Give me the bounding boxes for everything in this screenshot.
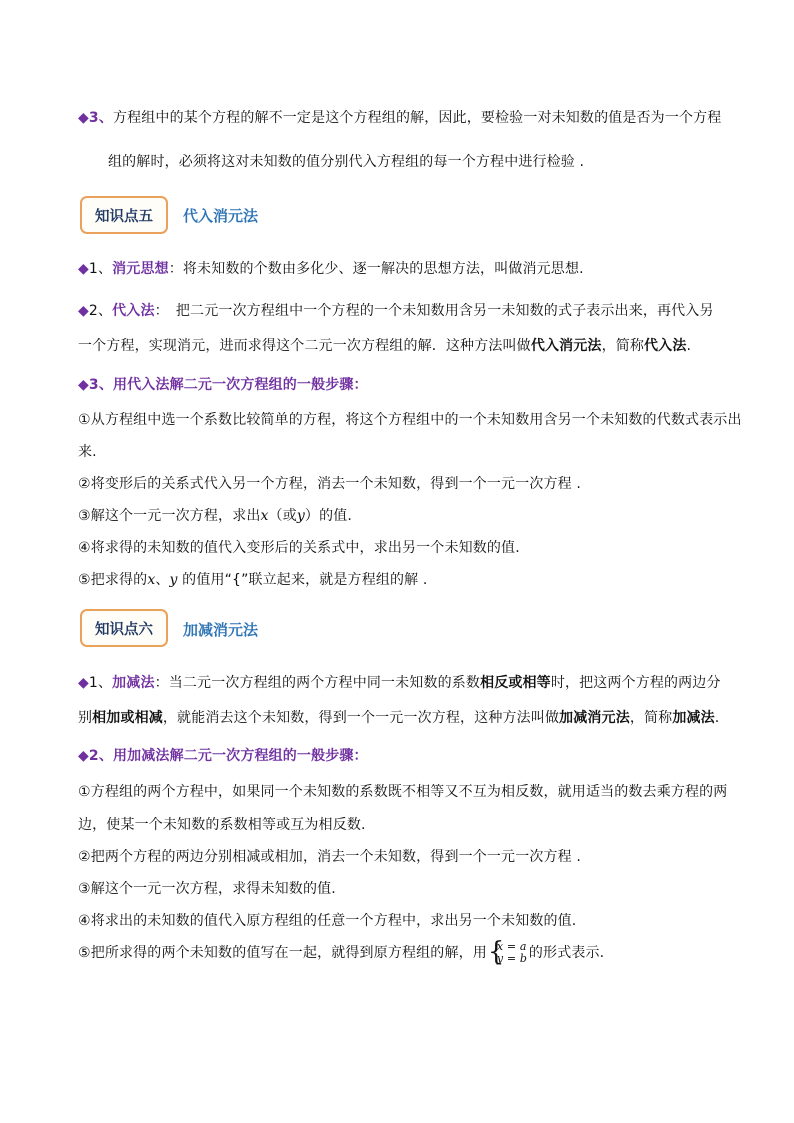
var-x: x <box>260 508 269 524</box>
text-segment: ⑤把所求得的两个未知数的值写在一起，就得到原方程组的解，用 <box>78 945 487 961</box>
kp6-item-1-line-2 <box>78 707 728 727</box>
kp5-item-1 <box>78 258 728 278</box>
diamond-icon: ◆ <box>78 261 89 277</box>
kp6-item-2 <box>78 745 728 765</box>
term-label: 用加减法解二元一次方程组的一般步骤： <box>112 748 368 764</box>
text-segment: 的形式表示. <box>528 945 605 961</box>
term-label: 加减法 <box>112 675 155 691</box>
text-segment: . <box>714 710 720 726</box>
kp6-step-1-line-1: ①方程组的两个方程中，如果同一个未知数的系数既不相等又不互为相反数，就用适当的数去乘方程的两 <box>78 784 728 800</box>
term-label: 消元思想 <box>112 261 169 277</box>
intro-text-1: 方程组中的某个方程的解不一定是这个方程组的解，因此，要检验一对未知数的值是否为一个方程 <box>112 110 722 126</box>
diamond-icon: ◆ <box>78 675 89 691</box>
kp6-step-5 <box>78 937 728 967</box>
text-segment: （或 <box>268 508 297 524</box>
bold-term: 代入消元法 <box>530 338 602 354</box>
var-x: x <box>147 572 156 588</box>
text-segment: ，简称 <box>629 710 673 726</box>
text-segment: 时，把这两个方程的两边分 <box>550 675 721 691</box>
kp5-step-2: ②将变形后的关系式代入另一个方程，消去一个未知数，得到一个一元一次方程 . <box>78 476 581 492</box>
knowledge-point-6-title: 加减消元法 <box>183 621 259 639</box>
item-number: 3、 <box>88 110 113 126</box>
item-number: 2、 <box>88 303 113 319</box>
colon: ： <box>154 303 162 319</box>
intro-text-2: 组的解时，必须将这对未知数的值分别代入方程组的每一个方程中进行检验 . <box>108 154 585 170</box>
diamond-icon: ◆ <box>78 748 89 764</box>
text-segment: 一个方程，实现消元，进而求得这个二元一次方程组的解．这种方法叫做 <box>78 338 531 354</box>
bold-term: 相加或相减 <box>92 710 163 726</box>
text-segment: ，就能消去这个未知数，得到一个一元一次方程，这种方法叫做 <box>162 710 560 726</box>
kp5-item-2-line-2 <box>78 335 728 355</box>
var-y: y <box>169 572 178 588</box>
brace: { <box>487 937 505 967</box>
equation-system <box>487 937 528 967</box>
item-number: 2、 <box>88 748 113 764</box>
term-label: 代入法 <box>112 303 155 319</box>
bold-term: 加减消元法 <box>559 710 630 726</box>
diamond-icon: ◆ <box>78 377 89 393</box>
kp5-step-5 <box>78 569 728 589</box>
kp5-item-2-line-1 <box>78 300 728 320</box>
text-segment: ）的值. <box>304 508 352 524</box>
item-number: 1、 <box>88 675 113 691</box>
equation-row-1: x = a <box>496 940 527 953</box>
kp5-step-3 <box>78 505 728 525</box>
kp6-step-3: ③解这个一元一次方程，求得未知数的值. <box>78 881 336 897</box>
kp6-step-4: ④将求出的未知数的值代入原方程组的任意一个方程中，求出另一个未知数的值. <box>78 913 577 929</box>
term-label: 用代入法解二元一次方程组的一般步骤： <box>112 377 368 393</box>
text-segment: 别 <box>78 710 93 726</box>
text-segment: 的值用“{”联立起来，就是方程组的解 . <box>177 572 428 588</box>
equation-row-2: y = b <box>496 952 528 965</box>
kp5-step-1-line-1: ①从方程组中选一个系数比较简单的方程，将这个方程组中的一个未知数用含另一个未知数的代数式表示出 <box>78 412 742 428</box>
knowledge-point-5-box: 知识点五 <box>80 196 168 234</box>
diamond-icon: ◆ <box>78 303 89 319</box>
knowledge-point-5-title: 代入消元法 <box>183 207 259 225</box>
kp5-item-3 <box>78 374 728 394</box>
diamond-icon: ◆ <box>78 110 89 126</box>
item-text: 将未知数的个数由多化少、逐一解决的思想方法，叫做消元思想. <box>182 261 584 277</box>
knowledge-point-6-box: 知识点六 <box>80 609 168 647</box>
bold-term: 加减法 <box>672 710 715 726</box>
text-segment: 当二元一次方程组的两个方程中同一未知数的系数 <box>168 675 481 691</box>
item-text: 把二元一次方程组中一个方程的一个未知数用含另一未知数的式子表示出来，再代入另 <box>161 303 714 319</box>
kp5-step-4: ④将求得的未知数的值代入变形后的关系式中，求出另一个未知数的值. <box>78 540 520 556</box>
colon: ： <box>168 261 183 277</box>
intro-line-1 <box>78 107 728 127</box>
intro-line-2 <box>108 151 758 171</box>
bold-term: 代入法 <box>644 338 687 354</box>
kp6-step-2: ②把两个方程的两边分别相减或相加，消去一个未知数，得到一个一元一次方程 . <box>78 849 581 865</box>
colon: ： <box>154 675 169 691</box>
text-segment: . <box>686 338 692 354</box>
var-y: y <box>296 508 305 524</box>
item-number: 1、 <box>88 261 113 277</box>
item-number: 3、 <box>88 377 113 393</box>
text-segment: ③解这个一元一次方程，求出 <box>78 508 261 524</box>
text-segment: 、 <box>155 572 170 588</box>
text-segment: ，简称 <box>601 338 645 354</box>
bold-term: 相反或相等 <box>480 675 551 691</box>
kp6-step-1-line-2: 边，使某一个未知数的系数相等或互为相反数. <box>78 817 366 833</box>
kp5-step-1-line-2: 来. <box>78 444 97 460</box>
text-segment: ⑤把求得的 <box>78 572 148 588</box>
kp6-item-1-line-1 <box>78 672 728 692</box>
